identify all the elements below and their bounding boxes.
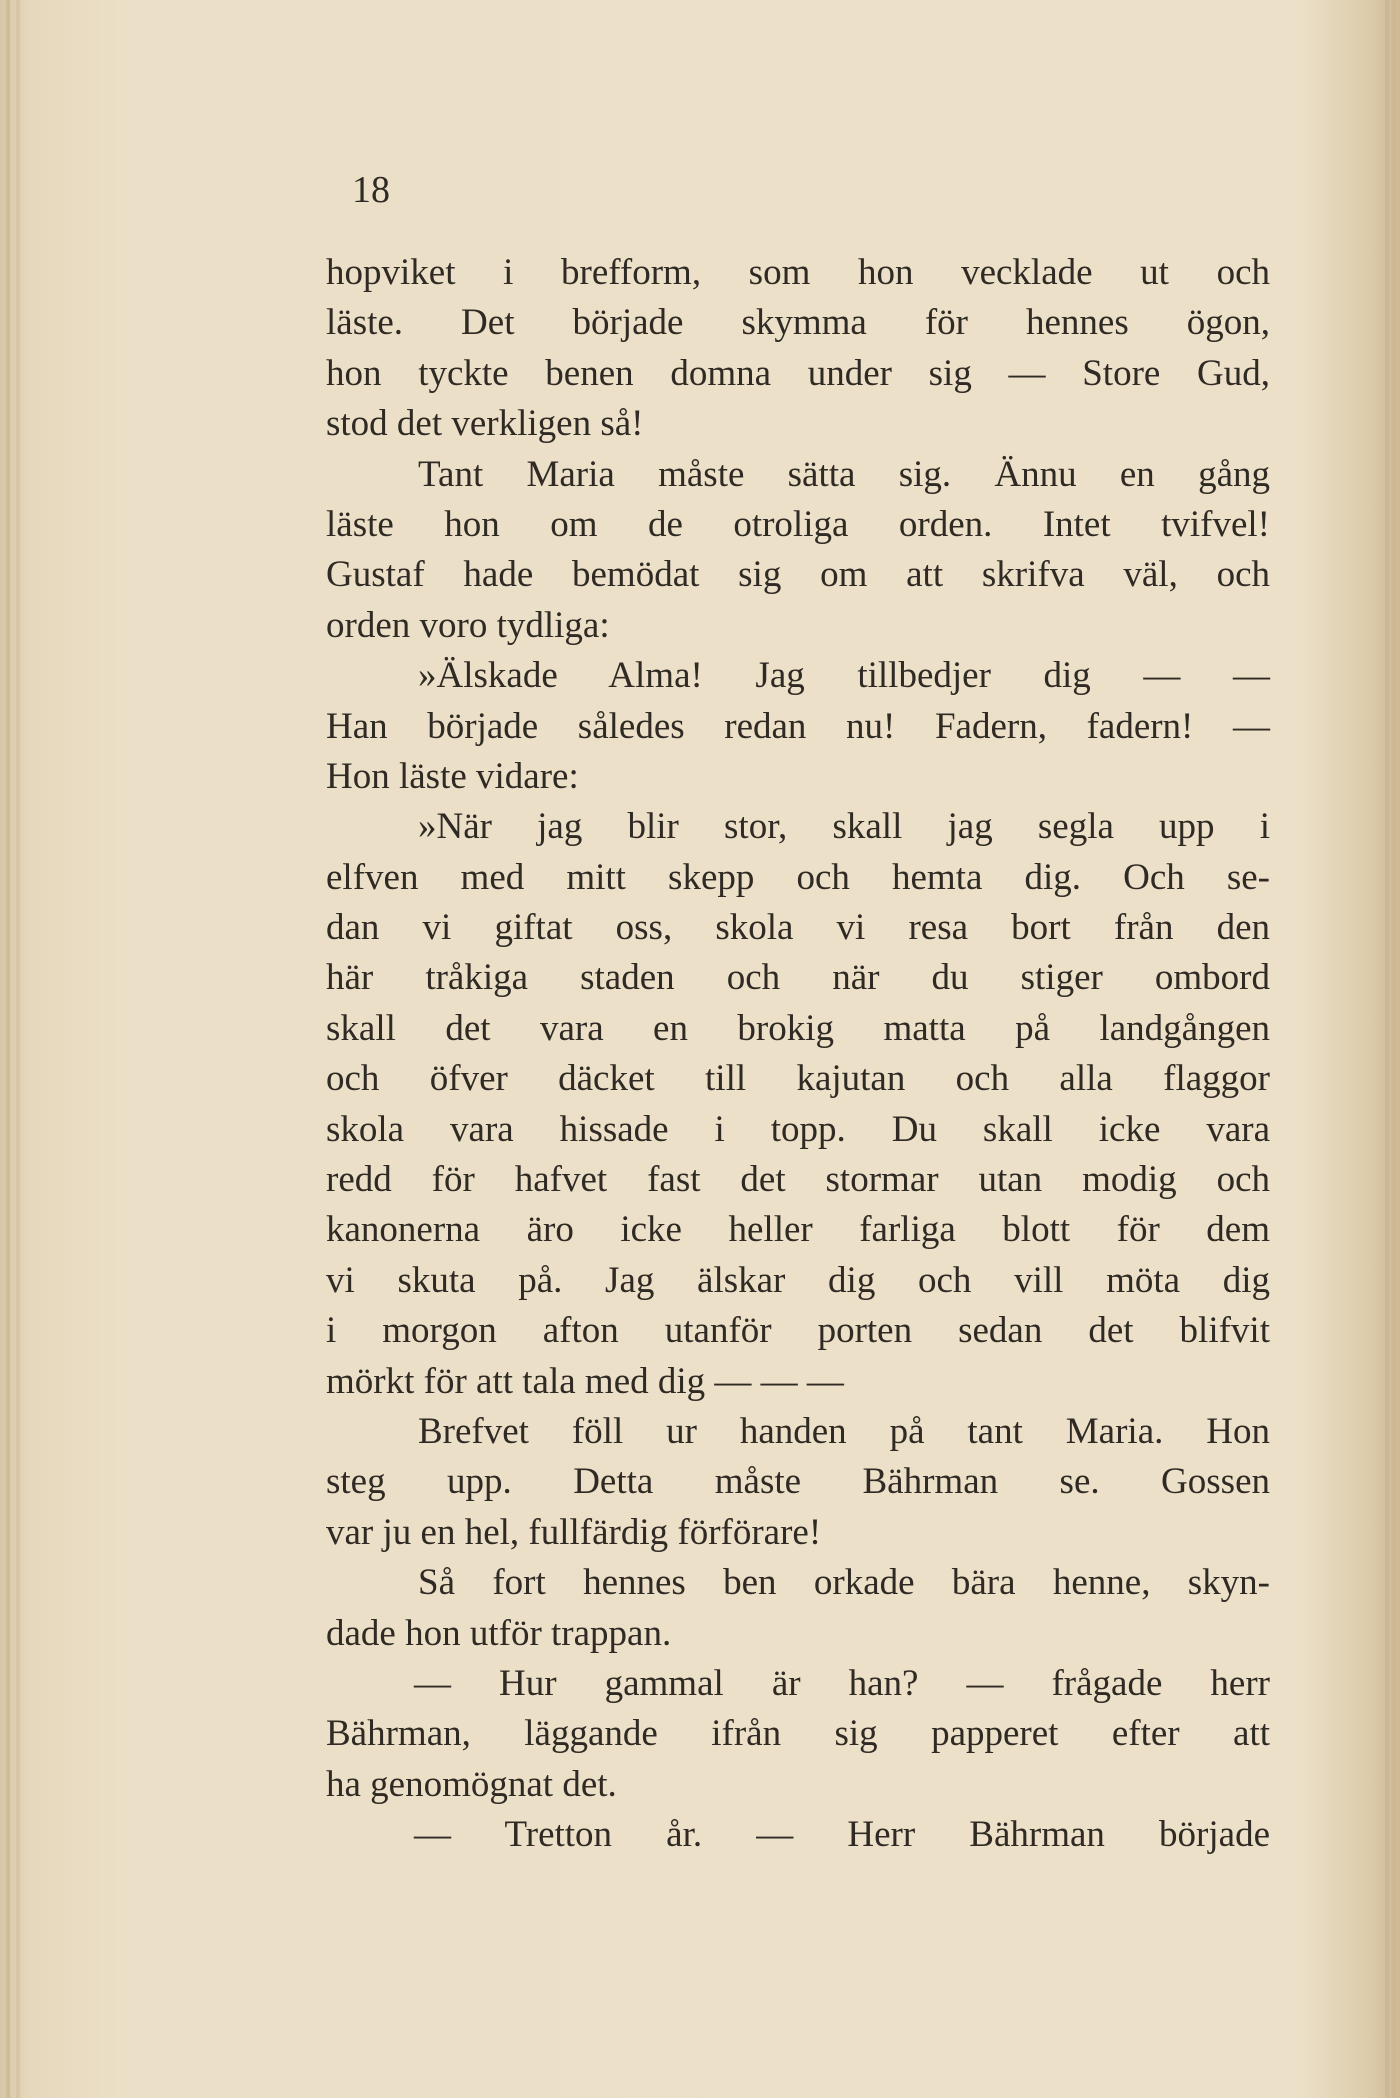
text-line: Gustaf hade bemödat sig om att skrifva väl, och <box>326 554 1270 596</box>
text-line: läste. Det började skymma för hennes ögon, <box>326 302 1270 344</box>
text-line: »Älskade Alma! Jag tillbedjer dig — — <box>418 655 1270 697</box>
text-line: dan vi giftat oss, skola vi resa bort från den <box>326 907 1270 949</box>
text-line: stod det verkligen så! <box>326 403 644 445</box>
text-line: Hon läste vidare: <box>326 755 579 797</box>
text-line: här tråkiga staden och när du stiger ombord <box>326 957 1270 999</box>
body-text <box>326 248 1270 1861</box>
text-line: och öfver däcket till kajutan och alla flaggor <box>326 1058 1270 1100</box>
text-line: Så fort hennes ben orkade bära henne, skyn- <box>418 1562 1270 1604</box>
text-line: — Hur gammal är han? — frågade herr <box>414 1662 1270 1704</box>
page-edge-shadow-left-inner <box>16 0 20 2098</box>
text-line: »När jag blir stor, skall jag segla upp i <box>418 806 1270 848</box>
text-line: kanonerna äro icke heller farliga blott för dem <box>326 1209 1270 1251</box>
text-line: i morgon afton utanför porten sedan det blifvit <box>326 1310 1270 1352</box>
text-line: elfven med mitt skepp och hemta dig. Och se- <box>326 856 1270 898</box>
text-line: vi skuta på. Jag älskar dig och vill möta dig <box>326 1259 1270 1301</box>
text-line: Han började således redan nu! Fadern, fadern! — <box>326 705 1270 747</box>
text-line: läste hon om de otroliga orden. Intet tvifvel! <box>326 503 1270 545</box>
text-line: var ju en hel, fullfärdig förförare! <box>326 1511 822 1553</box>
page-edge-shadow-left <box>6 0 10 2098</box>
text-line: redd för hafvet fast det stormar utan modig och <box>326 1159 1270 1201</box>
text-line: steg upp. Detta måste Bährman se. Gossen <box>326 1461 1270 1503</box>
text-line: Bährman, läggande ifrån sig papperet efter att <box>326 1713 1270 1755</box>
text-line: Brefvet föll ur handen på tant Maria. Hon <box>418 1410 1270 1452</box>
text-line: hopviket i brefform, som hon vecklade ut och <box>326 252 1270 293</box>
text-line: ha genomögnat det. <box>326 1763 617 1805</box>
text-line: dade hon utför trappan. <box>326 1612 672 1654</box>
text-line: skola vara hissade i topp. Du skall icke vara <box>326 1108 1270 1150</box>
page-edge-shadow-right <box>1385 0 1389 2098</box>
page-number: 18 <box>352 169 390 211</box>
text-line: hon tyckte benen domna under sig — Store Gud, <box>326 352 1270 394</box>
page-edge-shadow-right-outer <box>1392 0 1396 2098</box>
text-line: — Tretton år. — Herr Bährman började <box>414 1814 1270 1856</box>
text-line: mörkt för att tala med dig — — — <box>326 1360 844 1402</box>
text-line: Tant Maria måste sätta sig. Ännu en gång <box>418 453 1270 495</box>
text-line: skall det vara en brokig matta på landgången <box>326 1007 1270 1049</box>
text-line: orden voro tydliga: <box>326 604 610 646</box>
